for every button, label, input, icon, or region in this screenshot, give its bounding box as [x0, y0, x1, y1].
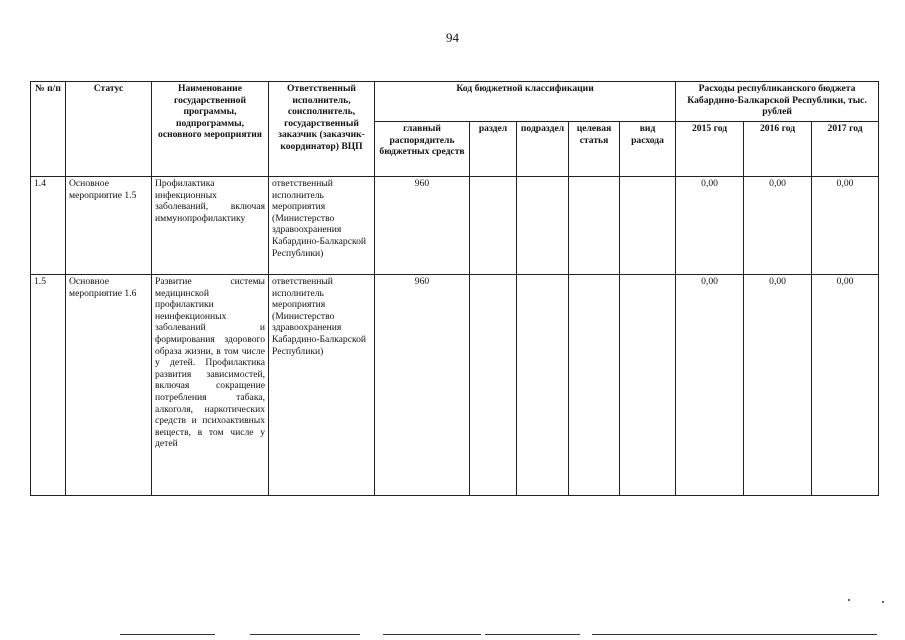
scan-line — [383, 634, 481, 635]
header-year-2015: 2015 год — [676, 122, 744, 177]
row-responsible: ответственный исполнитель мероприятия (Министерство здравоохранения Кабардино-Балкарской Республики) — [269, 177, 375, 275]
header-main-manager: главный распорядитель бюджетных средств — [375, 122, 470, 177]
header-name: Наименование государственной программы, подпрограммы, основного мероприятия — [152, 82, 269, 177]
row-name: Развитие системы медицинской профилактики неинфекционных заболеваний и формирования здорового образа жизни, в том числе у детей. Профилактика развития зависимостей, включая сокращение потребления табака, алкоголя, наркотических средств и психоактивных веществ, в том числе у детей — [152, 275, 269, 496]
budget-table — [30, 81, 879, 496]
row-target-item — [569, 177, 620, 275]
row-target-item — [569, 275, 620, 496]
header-budget-code: Код бюджетной классификации — [375, 82, 676, 122]
row-2016: 0,00 — [744, 177, 812, 275]
row-expense-type — [620, 275, 676, 496]
scan-line — [592, 634, 877, 635]
header-subsection: подраздел — [517, 122, 569, 177]
row-2017: 0,00 — [812, 275, 879, 496]
header-target-item: целевая статья — [569, 122, 620, 177]
row-2016: 0,00 — [744, 275, 812, 496]
header-num: № п/п — [31, 82, 66, 177]
row-num: 1.5 — [31, 275, 66, 496]
row-section — [470, 177, 517, 275]
header-section: раздел — [470, 122, 517, 177]
scan-speck — [848, 599, 850, 601]
row-subsection — [517, 275, 569, 496]
row-num: 1.4 — [31, 177, 66, 275]
row-main-manager: 960 — [375, 177, 470, 275]
row-expense-type — [620, 177, 676, 275]
header-year-2016: 2016 год — [744, 122, 812, 177]
row-2015: 0,00 — [676, 177, 744, 275]
page-number: 94 — [446, 30, 459, 45]
row-2015: 0,00 — [676, 275, 744, 496]
row-main-manager: 960 — [375, 275, 470, 496]
row-section — [470, 275, 517, 496]
scan-line — [120, 634, 215, 635]
row-subsection — [517, 177, 569, 275]
row-2017: 0,00 — [812, 177, 879, 275]
table-row — [31, 275, 879, 496]
header-expense-type: вид расхода — [620, 122, 676, 177]
row-name: Профилактика инфекционных заболеваний, включая иммунопрофилактику — [152, 177, 269, 275]
header-year-2017: 2017 год — [812, 122, 879, 177]
scan-speck — [882, 601, 884, 603]
row-status: Основное мероприятие 1.6 — [66, 275, 152, 496]
scan-line — [250, 634, 360, 635]
row-status: Основное мероприятие 1.5 — [66, 177, 152, 275]
header-status: Статус — [66, 82, 152, 177]
header-responsible: Ответственный исполнитель, соисполнитель, государственный заказчик (заказчик-координатор) ВЦП — [269, 82, 375, 177]
header-expenses: Расходы республиканского бюджета Кабардино-Балкарской Республики, тыс. рублей — [676, 82, 879, 122]
row-responsible: ответственный исполнитель мероприятия (Министерство здравоохранения Кабардино-Балкарской Республики) — [269, 275, 375, 496]
table-row — [31, 177, 879, 275]
scan-line — [485, 634, 580, 635]
